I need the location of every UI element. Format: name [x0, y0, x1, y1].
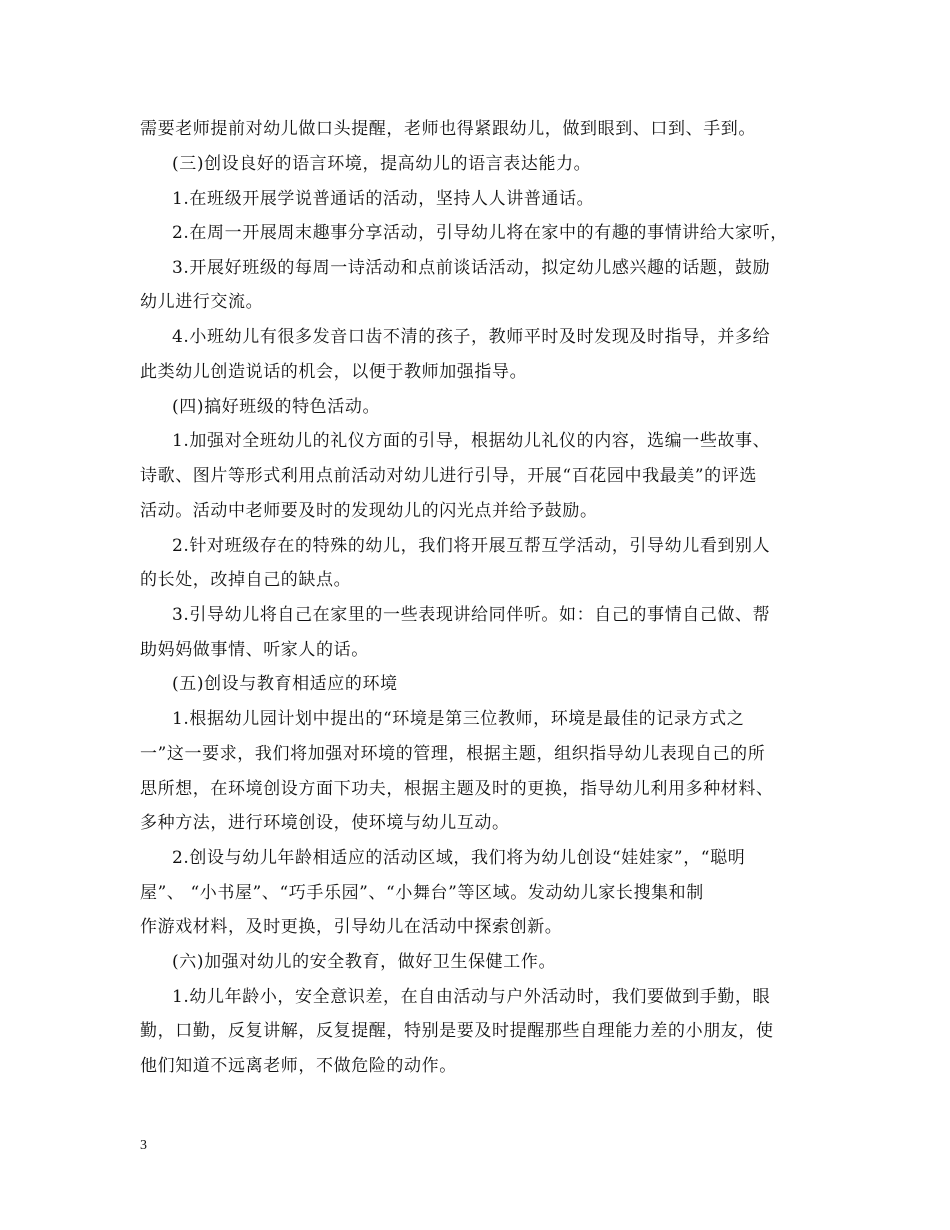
text-line: 幼儿进行交流。 [140, 292, 264, 312]
text-line: 屋”、 “小书屋”、“巧手乐园”、“小舞台”等区域。发动幼儿家长搜集和制 [140, 883, 704, 903]
text-line: 2.创设与幼儿年龄相适应的活动区域，我们将为幼儿创设“娃娃家”，“聪明 [172, 848, 746, 868]
text-line: 他们知道不远离老师，不做危险的动作。 [140, 1056, 457, 1076]
text-line: 2.针对班级存在的特殊的幼儿，我们将开展互帮互学活动，引导幼儿看到别人 [172, 536, 771, 556]
section-heading: (五)创设与教育相适应的环境 [172, 674, 398, 694]
text-line: 勤，口勤，反复讲解，反复提醒，特别是要及时提醒那些自理能力差的小朋友，使 [140, 1021, 774, 1041]
text-line: 需要老师提前对幼儿做口头提醒，老师也得紧跟幼儿，做到眼到、口到、手到。 [140, 119, 756, 139]
text-line: 活动。活动中老师要及时的发现幼儿的闪光点并给予鼓励。 [140, 501, 598, 521]
text-line: 2.在周一开展周末趣事分享活动，引导幼儿将在家中的有趣的事情讲给大家听， [172, 223, 788, 243]
text-line: 作游戏材料，及时更换，引导幼儿在活动中探索创新。 [140, 917, 563, 937]
text-line: 3.引导幼儿将自己在家里的一些表现讲给同伴听。如：自己的事情自己做、帮 [172, 605, 771, 625]
page-number: 3 [140, 1138, 147, 1153]
text-line: 1.幼儿年龄小，安全意识差，在自由活动与户外活动时，我们要做到手勤，眼 [172, 987, 771, 1007]
text-line: 1.加强对全班幼儿的礼仪方面的引导，根据幼儿礼仪的内容，选编一些故事、 [172, 431, 771, 451]
text-line: 诗歌、图片等形式利用点前活动对幼儿进行引导，开展“百花园中我最美”的评选 [140, 466, 757, 486]
text-line: 多种方法，进行环境创设，使环境与幼儿互动。 [140, 813, 510, 833]
text-line: 一”这一要求，我们将加强对环境的管理，根据主题，组织指导幼儿表现自己的所 [140, 744, 766, 764]
text-line: 1.根据幼儿园计划中提出的“环境是第三位教师，环境是最佳的记录方式之 [172, 709, 745, 729]
text-line: 4.小班幼儿有很多发音口齿不清的孩子，教师平时及时发现及时指导，并多给 [172, 327, 771, 347]
section-heading: (四)搞好班级的特色活动。 [172, 397, 381, 417]
text-line: 1.在班级开展学说普通话的活动，坚持人人讲普通话。 [172, 189, 595, 209]
text-line: 的长处，改掉自己的缺点。 [140, 570, 352, 590]
text-line: 3.开展好班级的每周一诗活动和点前谈话活动，拟定幼儿感兴趣的话题，鼓励 [172, 258, 771, 278]
section-heading: (六)加强对幼儿的安全教育，做好卫生保健工作。 [172, 952, 557, 972]
section-heading: (三)创设良好的语言环境，提高幼儿的语言表达能力。 [172, 154, 592, 174]
text-line: 此类幼儿创造说话的机会，以便于教师加强指导。 [140, 362, 528, 382]
text-line: 助妈妈做事情、听家人的话。 [140, 640, 369, 660]
text-line: 思所想，在环境创设方面下功夫，根据主题及时的更换，指导幼儿利用多种材料、 [140, 779, 774, 799]
